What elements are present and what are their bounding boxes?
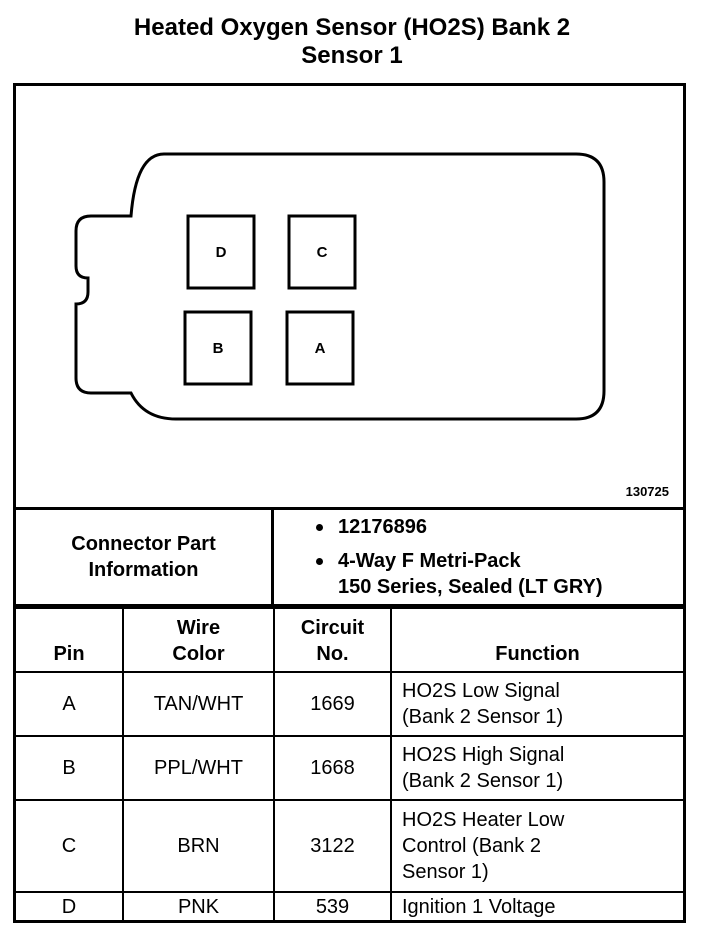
header-pin: Pin: [16, 608, 123, 672]
part-description: [312, 548, 682, 600]
pinout-table: [16, 607, 683, 920]
wire-color-cell: TAN/WHT: [123, 672, 274, 736]
function-cell: HO2S High Signal (Bank 2 Sensor 1): [391, 736, 683, 800]
connector-sheet: [13, 83, 686, 923]
pin-cell: C: [16, 800, 123, 892]
connector-part-info: [16, 510, 683, 607]
title-line-1: Heated Oxygen Sensor (HO2S) Bank 2: [133, 14, 571, 41]
part-info-label-line-1: Connector Part: [71, 532, 216, 555]
pin-d-label: D: [215, 244, 227, 261]
header-wire-color: Wire Color: [123, 608, 274, 672]
function-cell: HO2S Heater Low Control (Bank 2 Sensor 1): [391, 800, 683, 892]
title-line-2: Sensor 1: [301, 42, 403, 69]
connector-face-drawing: [16, 86, 683, 510]
function-cell: HO2S Low Signal (Bank 2 Sensor 1): [391, 672, 683, 736]
wire-color-cell: PNK: [123, 892, 274, 920]
figure-number: 130725: [625, 484, 669, 499]
circuit-cell: 3122: [274, 800, 391, 892]
connector-diagram: [16, 86, 683, 510]
pin-cell: B: [16, 736, 123, 800]
part-info-label-line-2: Information: [88, 558, 199, 581]
table-row: [16, 672, 683, 736]
circuit-cell: 539: [274, 892, 391, 920]
pin-cell: A: [16, 672, 123, 736]
table-row: [16, 800, 683, 892]
wire-color-cell: BRN: [123, 800, 274, 892]
circuit-cell: 1668: [274, 736, 391, 800]
pin-c-label: C: [316, 244, 328, 261]
part-description-line-1: 4-Way F Metri-Pack: [338, 550, 521, 572]
header-circuit-no: Circuit No.: [274, 608, 391, 672]
header-function: Function: [391, 608, 683, 672]
function-cell: Ignition 1 Voltage: [391, 892, 683, 920]
part-info-label: [16, 510, 274, 607]
pin-cell: D: [16, 892, 123, 920]
part-description-line-2: 150 Series, Sealed (LT GRY): [338, 576, 603, 598]
table-row: [16, 736, 683, 800]
table-row: [16, 892, 683, 920]
part-info-list: [312, 514, 682, 608]
circuit-cell: 1669: [274, 672, 391, 736]
pin-a-label: A: [314, 340, 326, 357]
pinout-header-row: [16, 608, 683, 672]
part-number: 12176896: [312, 514, 682, 540]
page-title: [0, 14, 704, 70]
pin-b-label: B: [212, 340, 224, 357]
wire-color-cell: PPL/WHT: [123, 736, 274, 800]
